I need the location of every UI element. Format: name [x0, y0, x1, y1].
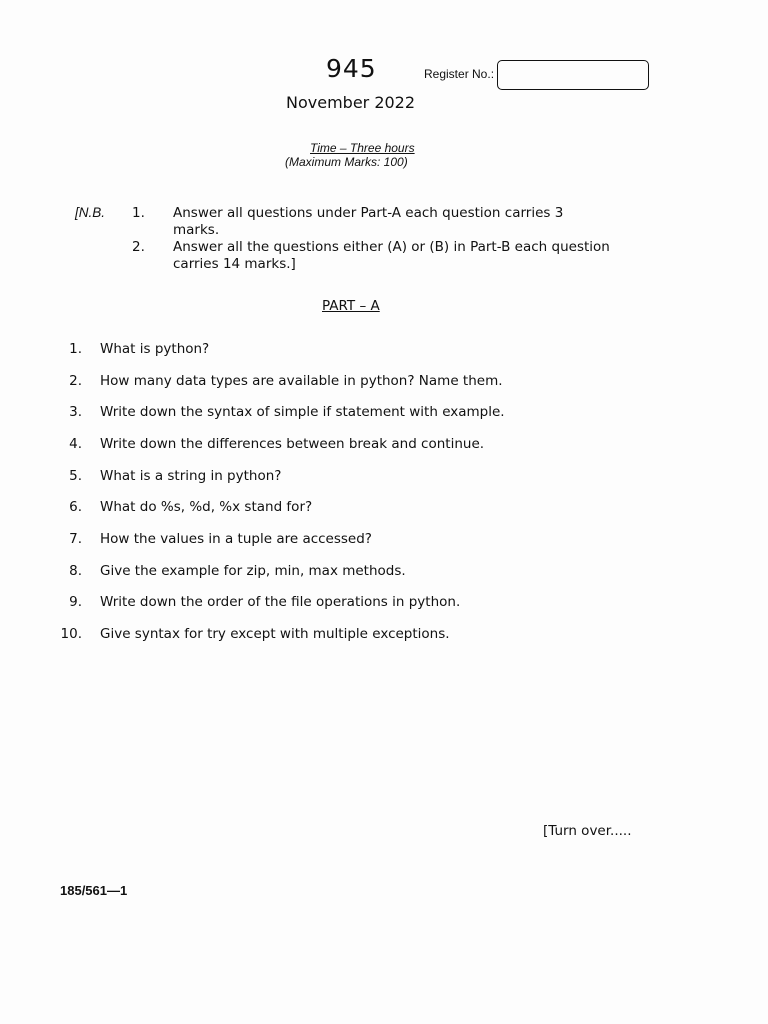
instruction-text: Answer all the questions either (A) or (B) in Part-B each question carries 14 marks.]: [173, 239, 610, 272]
maximum-marks: (Maximum Marks: 100): [285, 155, 408, 169]
nb-label: [N.B.: [75, 205, 106, 220]
question-number: 2.: [69, 373, 82, 389]
question-number: 3.: [69, 404, 82, 420]
question-number: 4.: [69, 436, 82, 452]
question-number: 10.: [60, 626, 82, 642]
turn-over-note: [Turn over.....: [543, 823, 632, 839]
instruction-number: 1.: [132, 205, 145, 221]
exam-date: November 2022: [286, 93, 416, 112]
question-text: How many data types are available in python? Name them.: [100, 373, 503, 389]
register-number-label: Register No.:: [424, 67, 495, 81]
part-a-heading: PART – A: [322, 298, 380, 314]
question-number: 1.: [69, 341, 82, 357]
footer-code: 185/561—1: [60, 883, 128, 898]
exam-duration: Time – Three hours: [310, 141, 415, 155]
question-number: 9.: [69, 594, 82, 610]
paper-code: 945: [326, 54, 377, 83]
instruction-number: 2.: [132, 239, 145, 255]
question-text: Write down the order of the file operations in python.: [100, 594, 461, 610]
question-text: Give syntax for try except with multiple exceptions.: [100, 626, 450, 642]
question-text: How the values in a tuple are accessed?: [100, 531, 372, 547]
question-text: Write down the differences between break and continue.: [100, 436, 485, 452]
instruction-text: Answer all questions under Part-A each question carries 3 marks.: [173, 205, 564, 238]
question-text: What is python?: [100, 341, 210, 357]
question-number: 5.: [69, 468, 82, 484]
question-text: Give the example for zip, min, max methods.: [100, 563, 406, 579]
question-text: Write down the syntax of simple if statement with example.: [100, 404, 505, 420]
question-number: 7.: [69, 531, 82, 547]
question-number: 6.: [69, 499, 82, 515]
register-number-box: [497, 60, 649, 90]
question-text: What do %s, %d, %x stand for?: [100, 499, 313, 515]
question-text: What is a string in python?: [100, 468, 282, 484]
question-number: 8.: [69, 563, 82, 579]
